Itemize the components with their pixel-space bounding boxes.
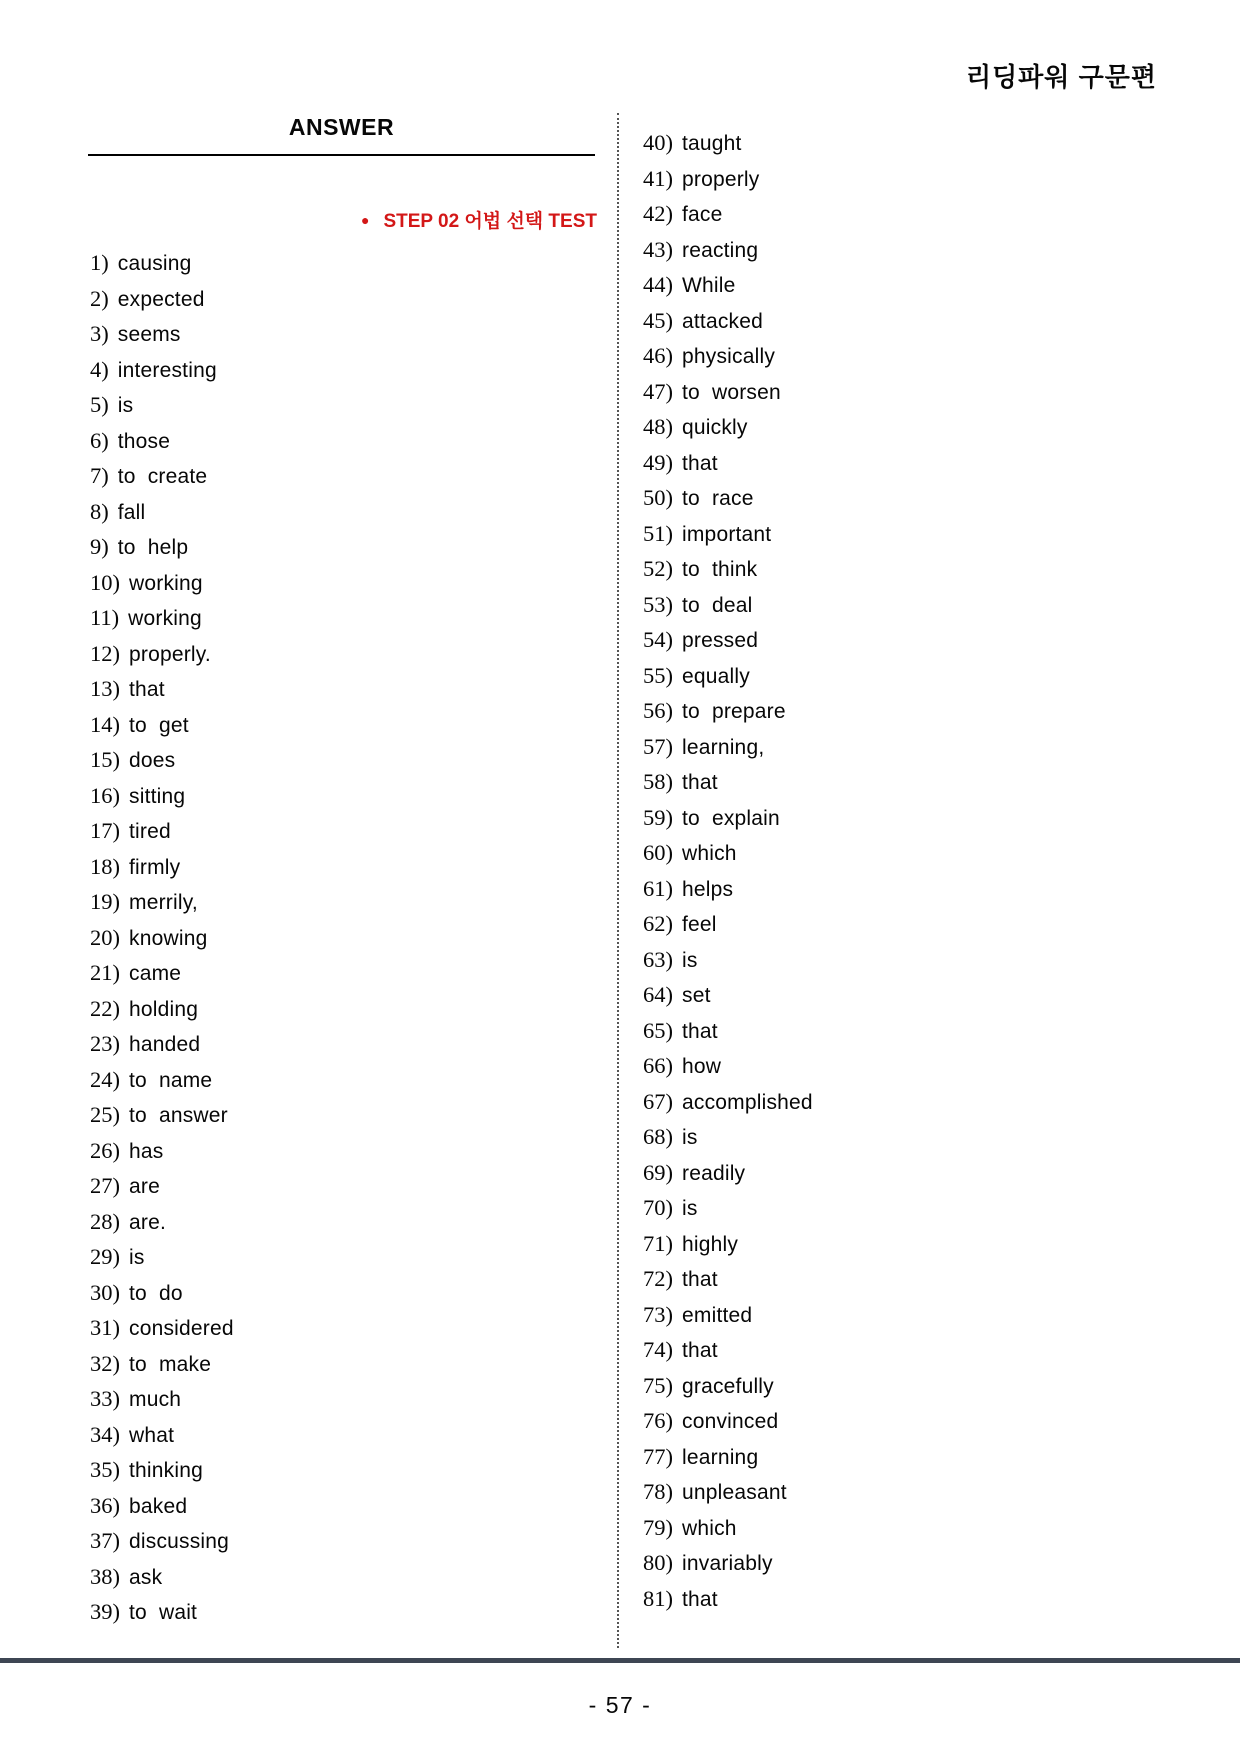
answer-row	[643, 1084, 813, 1120]
answer-number: 75)	[643, 1372, 673, 1398]
answer-text: fall	[117, 500, 146, 524]
answer-row	[643, 1510, 813, 1546]
step-heading-label: STEP 02 어법 선택 TEST	[383, 211, 597, 232]
answer-number: 81)	[643, 1585, 673, 1611]
answer-number: 25)	[90, 1102, 120, 1127]
answer-text: While	[682, 274, 736, 297]
answer-row	[643, 445, 813, 481]
answer-row	[90, 1168, 234, 1204]
answer-text: how	[682, 1055, 722, 1078]
column-divider-line	[617, 113, 619, 1648]
answer-text: that	[682, 771, 718, 794]
answer-row	[643, 1013, 813, 1049]
answer-number: 20)	[90, 924, 120, 950]
answer-text: face	[682, 203, 723, 226]
answer-row	[90, 423, 234, 459]
answer-number: 64)	[643, 982, 673, 1007]
answers-column-left	[90, 245, 234, 1630]
answer-number: 53)	[643, 591, 673, 617]
answer-row	[643, 409, 813, 445]
answer-text: pressed	[682, 629, 759, 652]
answer-row	[90, 565, 234, 601]
answer-row	[643, 764, 813, 800]
answer-text: expected	[117, 287, 205, 311]
answer-text: working	[129, 571, 203, 595]
answer-text: to name	[129, 1068, 213, 1092]
answer-row	[90, 1559, 234, 1595]
answer-number: 37)	[90, 1528, 120, 1553]
answer-text: to do	[129, 1281, 183, 1305]
answer-text: to answer	[129, 1104, 228, 1127]
answer-number: 52)	[643, 556, 673, 581]
red-bullet-icon: ●	[361, 212, 370, 228]
answer-number: 30)	[90, 1279, 120, 1305]
answer-text: emitted	[682, 1303, 753, 1327]
answer-text: that	[129, 678, 165, 701]
answer-number: 14)	[90, 711, 120, 737]
answer-row	[643, 871, 813, 907]
answer-text: is	[129, 1246, 145, 1269]
answer-number: 67)	[643, 1088, 673, 1114]
answer-text: equally	[682, 664, 750, 688]
answer-number: 4)	[90, 356, 109, 382]
answer-row	[643, 1226, 813, 1262]
answer-row	[643, 1368, 813, 1404]
answer-row	[90, 1239, 234, 1275]
answer-number: 41)	[643, 165, 673, 191]
answer-number: 61)	[643, 875, 673, 901]
answer-row	[90, 884, 234, 920]
answer-text: are.	[129, 1210, 166, 1234]
answer-text: those	[117, 429, 171, 453]
answer-text: that	[682, 1587, 718, 1611]
answer-number: 23)	[90, 1031, 120, 1056]
answer-text: what	[129, 1423, 175, 1447]
answer-row	[90, 1417, 234, 1453]
answer-number: 80)	[643, 1550, 673, 1575]
answer-number: 1)	[90, 250, 109, 275]
answer-text: physically	[682, 345, 776, 368]
answer-number: 45)	[643, 307, 673, 333]
answer-text: convinced	[682, 1410, 779, 1433]
answer-text: came	[129, 962, 182, 985]
answer-row	[90, 742, 234, 778]
answer-number: 78)	[643, 1479, 673, 1504]
answer-text: to worsen	[682, 380, 781, 404]
answer-number: 24)	[90, 1066, 120, 1092]
answer-text: that	[682, 1339, 718, 1362]
answer-text: learning	[682, 1445, 759, 1469]
answer-row	[90, 1488, 234, 1524]
answer-number: 55)	[643, 662, 673, 688]
answer-text: sitting	[129, 784, 186, 808]
answer-number: 79)	[643, 1514, 673, 1540]
answer-row	[643, 1474, 813, 1510]
answer-text: knowing	[129, 926, 208, 950]
answer-number: 34)	[90, 1421, 120, 1447]
answer-text: thinking	[129, 1459, 203, 1482]
answer-row	[90, 707, 234, 743]
answer-row	[90, 387, 234, 423]
answer-row	[90, 671, 234, 707]
answer-text: tired	[129, 820, 171, 843]
answer-row	[90, 600, 234, 636]
answer-row	[643, 1119, 813, 1155]
answer-text: ask	[129, 1565, 163, 1589]
answer-text: learning,	[682, 735, 765, 759]
answer-text: working	[128, 607, 202, 630]
answer-row	[90, 636, 234, 672]
answer-row	[90, 245, 234, 281]
answer-number: 48)	[643, 414, 673, 439]
answer-row	[90, 1523, 234, 1559]
answer-row	[90, 991, 234, 1027]
answer-text: to create	[117, 465, 208, 488]
answer-number: 6)	[90, 427, 109, 453]
answer-text: helps	[682, 877, 734, 901]
answer-row	[90, 316, 234, 352]
answer-number: 49)	[643, 449, 673, 475]
answer-text: much	[129, 1388, 182, 1411]
answer-number: 22)	[90, 995, 120, 1021]
answer-text: attacked	[682, 309, 763, 333]
answer-text: which	[682, 1516, 737, 1540]
answer-row	[90, 1097, 234, 1133]
answer-row	[643, 942, 813, 978]
answer-row	[643, 480, 813, 516]
answer-text: feel	[682, 913, 717, 936]
answer-number: 46)	[643, 343, 673, 368]
answer-row	[90, 281, 234, 317]
answer-row	[90, 1062, 234, 1098]
answer-text: to prepare	[682, 700, 786, 723]
answer-number: 51)	[643, 520, 673, 546]
answer-text: properly.	[129, 642, 211, 666]
answer-number: 50)	[643, 485, 673, 510]
footer-divider-line	[0, 1658, 1240, 1663]
answer-row	[643, 267, 813, 303]
answer-row	[90, 1026, 234, 1062]
answer-number: 18)	[90, 853, 120, 879]
answer-row	[643, 516, 813, 552]
answer-row	[643, 729, 813, 765]
answer-number: 26)	[90, 1137, 120, 1163]
answer-row	[643, 658, 813, 694]
answer-row	[643, 587, 813, 623]
answer-number: 28)	[90, 1208, 120, 1234]
answer-row	[90, 1204, 234, 1240]
answer-row	[643, 374, 813, 410]
answer-text: baked	[129, 1494, 188, 1518]
answer-row	[90, 920, 234, 956]
answer-text: readily	[682, 1161, 746, 1185]
answer-row	[90, 352, 234, 388]
answer-row	[90, 955, 234, 991]
answer-number: 58)	[643, 769, 673, 794]
answer-row	[643, 1403, 813, 1439]
answer-text: holding	[129, 997, 199, 1021]
answer-number: 17)	[90, 818, 120, 843]
answer-text: that	[682, 1019, 718, 1043]
answer-number: 2)	[90, 285, 109, 311]
answer-text: firmly	[129, 855, 181, 879]
answer-text: that	[682, 1268, 718, 1291]
answer-row	[90, 1346, 234, 1382]
answer-row	[643, 125, 813, 161]
answer-text: highly	[682, 1232, 739, 1256]
answer-number: 8)	[90, 498, 109, 524]
answer-text: set	[682, 984, 711, 1007]
step-heading	[88, 206, 597, 233]
answer-row	[643, 1297, 813, 1333]
answer-number: 11)	[90, 605, 120, 630]
answer-text: interesting	[117, 358, 217, 382]
answer-text: properly	[682, 167, 760, 191]
answer-number: 73)	[643, 1301, 673, 1327]
answer-number: 72)	[643, 1266, 673, 1291]
answer-row	[643, 835, 813, 871]
answer-number: 71)	[643, 1230, 673, 1256]
answer-text: to make	[129, 1352, 212, 1376]
answer-row	[90, 529, 234, 565]
answer-number: 60)	[643, 840, 673, 865]
answer-number: 31)	[90, 1315, 120, 1340]
answer-number: 65)	[643, 1017, 673, 1043]
answer-number: 15)	[90, 747, 120, 772]
answer-text: causing	[117, 252, 192, 275]
answer-row	[90, 458, 234, 494]
answer-row	[90, 1452, 234, 1488]
answer-text: to get	[129, 713, 189, 737]
answer-text: taught	[682, 132, 742, 155]
answer-number: 38)	[90, 1563, 120, 1589]
answer-text: merrily,	[129, 891, 198, 914]
answer-row	[90, 778, 234, 814]
answer-row	[90, 1310, 234, 1346]
answer-heading-underline	[88, 154, 595, 156]
answer-text: unpleasant	[682, 1481, 787, 1504]
answer-text: gracefully	[682, 1374, 774, 1398]
answer-number: 44)	[643, 272, 673, 297]
answer-number: 10)	[90, 569, 120, 595]
answer-row	[90, 1381, 234, 1417]
answer-row	[643, 1190, 813, 1226]
answer-row	[643, 1581, 813, 1617]
answer-text: does	[129, 749, 176, 772]
answer-row	[643, 1155, 813, 1191]
answer-number: 47)	[643, 378, 673, 404]
answer-row	[643, 232, 813, 268]
answer-row	[643, 1332, 813, 1368]
answer-text: which	[682, 842, 737, 865]
answer-row	[643, 1545, 813, 1581]
answer-text: to race	[682, 487, 754, 510]
answer-row	[643, 551, 813, 587]
answer-text: discussing	[129, 1530, 230, 1553]
answer-number: 76)	[643, 1408, 673, 1433]
answer-text: handed	[129, 1033, 201, 1056]
answer-number: 3)	[90, 321, 109, 346]
answer-number: 70)	[643, 1195, 673, 1220]
answer-text: quickly	[682, 416, 748, 439]
answer-number: 36)	[90, 1492, 120, 1518]
answer-text: to help	[117, 536, 189, 559]
answer-number: 62)	[643, 911, 673, 936]
answer-row	[643, 161, 813, 197]
answer-number: 57)	[643, 733, 673, 759]
answer-number: 12)	[90, 640, 120, 666]
answer-number: 77)	[643, 1443, 673, 1469]
answer-text: seems	[117, 323, 181, 346]
answer-text: reacting	[682, 238, 759, 262]
answer-row	[90, 1594, 234, 1630]
answer-number: 19)	[90, 889, 120, 914]
answer-text: to wait	[129, 1601, 198, 1624]
answer-number: 7)	[90, 463, 109, 488]
answer-number: 35)	[90, 1457, 120, 1482]
answer-row	[643, 1261, 813, 1297]
answer-text: is	[682, 948, 698, 972]
answer-number: 33)	[90, 1386, 120, 1411]
answer-row	[643, 1439, 813, 1475]
answer-text: invariably	[682, 1552, 773, 1575]
answer-number: 13)	[90, 676, 120, 701]
answer-row	[643, 1048, 813, 1084]
answer-row	[643, 800, 813, 836]
answer-row	[643, 338, 813, 374]
answer-number: 66)	[643, 1053, 673, 1078]
answer-text: is	[682, 1126, 698, 1149]
answer-number: 40)	[643, 130, 673, 155]
answer-text: is	[117, 394, 134, 417]
answer-number: 69)	[643, 1159, 673, 1185]
answer-text: to explain	[682, 806, 780, 830]
answer-row	[90, 813, 234, 849]
answer-number: 42)	[643, 201, 673, 226]
answer-row	[643, 906, 813, 942]
answer-text: is	[682, 1197, 698, 1220]
answer-number: 5)	[90, 392, 109, 417]
book-title: 리딩파워 구문편	[965, 62, 1157, 92]
answer-row	[643, 196, 813, 232]
answer-text: important	[682, 522, 772, 546]
answer-number: 59)	[643, 804, 673, 830]
answer-number: 32)	[90, 1350, 120, 1376]
answer-row	[90, 1275, 234, 1311]
answer-number: 9)	[90, 534, 109, 559]
answer-number: 39)	[90, 1599, 120, 1624]
answer-number: 63)	[643, 946, 673, 972]
answer-text: to think	[682, 558, 758, 581]
answer-number: 74)	[643, 1337, 673, 1362]
answer-text: are	[129, 1175, 160, 1198]
answer-number: 56)	[643, 698, 673, 723]
answer-row	[90, 494, 234, 530]
answer-number: 27)	[90, 1173, 120, 1198]
answer-number: 16)	[90, 782, 120, 808]
answer-row	[643, 977, 813, 1013]
answer-number: 29)	[90, 1244, 120, 1269]
answer-number: 43)	[643, 236, 673, 262]
answer-number: 21)	[90, 960, 120, 985]
answer-text: accomplished	[682, 1090, 813, 1114]
answers-column-right	[643, 125, 813, 1616]
answer-row	[643, 622, 813, 658]
answer-number: 68)	[643, 1124, 673, 1149]
answer-text: to deal	[682, 593, 753, 617]
answer-row	[643, 303, 813, 339]
answer-text: has	[129, 1139, 164, 1163]
answer-row	[90, 1133, 234, 1169]
page-number: - 57 -	[588, 1692, 652, 1718]
answer-row	[90, 849, 234, 885]
answer-text: that	[682, 451, 718, 475]
answer-row	[643, 693, 813, 729]
answer-text: considered	[129, 1317, 234, 1340]
answer-number: 54)	[643, 627, 673, 652]
answer-section-title: ANSWER	[288, 114, 395, 140]
